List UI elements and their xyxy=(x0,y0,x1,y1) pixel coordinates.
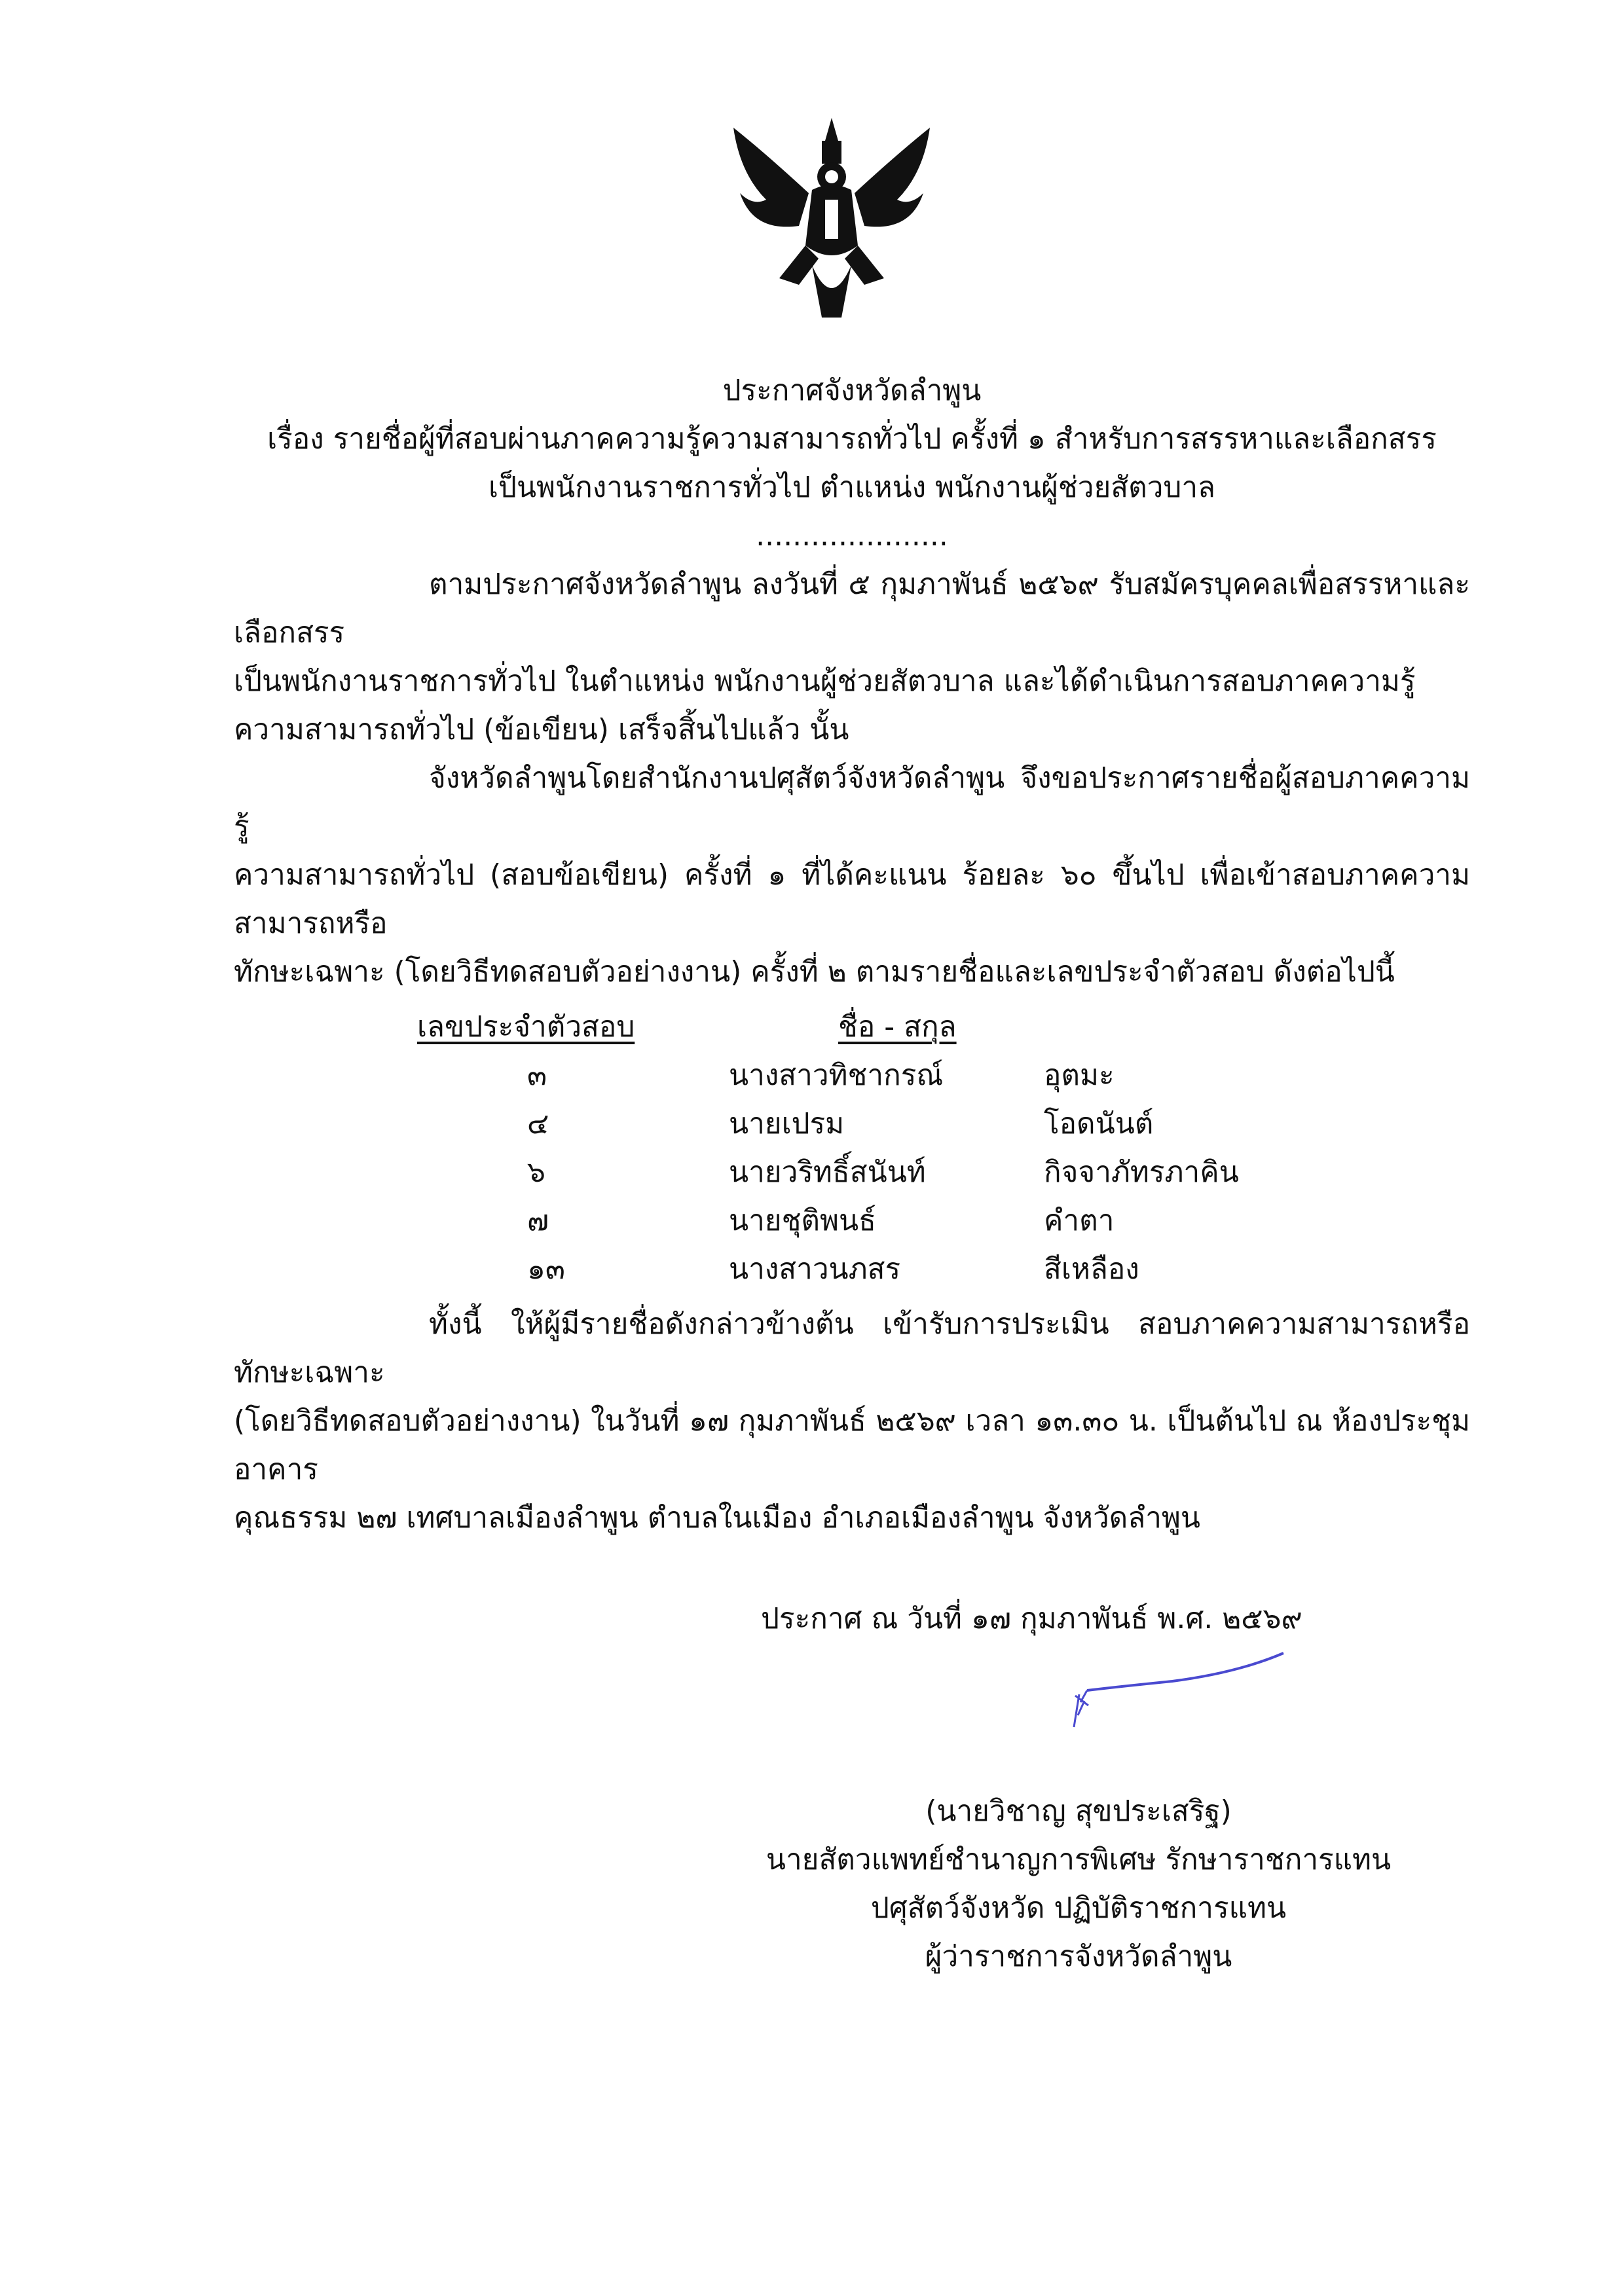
exam-id: ๖ xyxy=(527,1156,545,1189)
paragraph-2-line: จังหวัดลำพูนโดยสำนักงานปศุสัตว์จังหวัดลำพูน จึงขอประกาศรายชื่อผู้สอบภาคความรู้ xyxy=(234,761,1470,843)
last-name: กิจจาภัทรภาคิน xyxy=(1044,1156,1239,1189)
announcement-title: ประกาศจังหวัดลำพูน xyxy=(722,374,982,407)
signer-title: ผู้ว่าราชการจังหวัดลำพูน xyxy=(925,1940,1232,1973)
signer-title: ปศุสัตว์จังหวัด ปฏิบัติราชการแทน xyxy=(870,1891,1287,1925)
paragraph-3-line: ทั้งนี้ ให้ผู้มีรายชื่อดังกล่าวข้างต้น เข้ารับการประเมิน สอบภาคความสามารถหรือทักษะเฉพาะ xyxy=(234,1307,1470,1389)
first-name: นายเปรม xyxy=(729,1107,845,1140)
exam-id: ๗ xyxy=(527,1204,549,1237)
paragraph-2 xyxy=(234,754,1470,996)
header-exam-id: เลขประจำตัวสอบ xyxy=(417,1010,635,1044)
candidate-table xyxy=(417,1003,1470,1294)
last-name: คำตา xyxy=(1044,1204,1115,1237)
paragraph-2-line: ความสามารถทั่วไป (สอบข้อเขียน) ครั้งที่ ๑ ที่ได้คะแนน ร้อยละ ๖๐ ขึ้นไป เพื่อเข้าสอบภาคความสามารถหรือ xyxy=(234,858,1470,940)
announcement-date: ประกาศ ณ วันที่ ๑๗ กุมภาพันธ์ พ.ศ. ๒๕๖๙ xyxy=(761,1602,1302,1635)
paragraph-1-line: ตามประกาศจังหวัดลำพูน ลงวันที่ ๕ กุมภาพันธ์ ๒๕๖๙ รับสมัครบุคคลเพื่อสรรหาและเลือกสรร xyxy=(234,568,1470,649)
first-name: นายวริทธิ์สนันท์ xyxy=(729,1156,926,1189)
header-full-name: ชื่อ - สกุล xyxy=(838,1010,957,1044)
last-name: สีเหลือง xyxy=(1044,1252,1139,1286)
signature-icon xyxy=(1041,1643,1303,1741)
exam-id: ๓ xyxy=(527,1059,547,1092)
subject-line-1: เรื่อง รายชื่อผู้ที่สอบผ่านภาคความรู้ความสามารถทั่วไป ครั้งที่ ๑ สำหรับการสรรหาและเลือกสรร xyxy=(267,422,1437,456)
last-name: อุตมะ xyxy=(1044,1059,1115,1092)
signer-title: นายสัตวแพทย์ชำนาญการพิเศษ รักษาราชการแทน xyxy=(766,1843,1392,1876)
paragraph-3 xyxy=(234,1300,1470,1542)
first-name: นางสาวนภสร xyxy=(729,1252,901,1286)
subject-line-2: เป็นพนักงานราชการทั่วไป ตำแหน่ง พนักงานผู้ช่วยสัตวบาล xyxy=(488,471,1216,504)
first-name: นางสาวทิชากรณ์ xyxy=(729,1059,944,1092)
exam-id: ๑๓ xyxy=(527,1252,566,1286)
paragraph-3-line: (โดยวิธีทดสอบตัวอย่างงาน) ในวันที่ ๑๗ กุมภาพันธ์ ๒๕๖๙ เวลา ๑๓.๓๐ น. เป็นต้นไป ณ ห้องประชุมอาคาร xyxy=(234,1404,1470,1486)
paragraph-3-line: คุณธรรม ๒๗ เทศบาลเมืองลำพูน ตำบลในเมือง อำเภอเมืองลำพูน จังหวัดลำพูน xyxy=(234,1501,1200,1535)
paragraph-1-line: เป็นพนักงานราชการทั่วไป ในตำแหน่ง พนักงานผู้ช่วยสัตวบาล และได้ดำเนินการสอบภาคความรู้ xyxy=(234,665,1416,698)
paragraph-2-line: ทักษะเฉพาะ (โดยวิธีทดสอบตัวอย่างงาน) ครั้งที่ ๒ ตามรายชื่อและเลขประจำตัวสอบ ดังต่อไปนี้ xyxy=(234,955,1395,989)
last-name: โอดนันต์ xyxy=(1044,1107,1154,1140)
paragraph-1 xyxy=(234,560,1470,754)
first-name: นายชุติพนธ์ xyxy=(729,1204,876,1237)
paragraph-1-line: ความสามารถทั่วไป (ข้อเขียน) เสร็จสิ้นไปแล้ว นั้น xyxy=(234,713,849,746)
separator-dots: ..................... xyxy=(756,519,948,553)
exam-id: ๔ xyxy=(527,1107,549,1140)
signer-name: (นายวิชาญ สุขประเสริฐ) xyxy=(925,1795,1232,1828)
garuda-emblem-icon xyxy=(727,115,936,321)
